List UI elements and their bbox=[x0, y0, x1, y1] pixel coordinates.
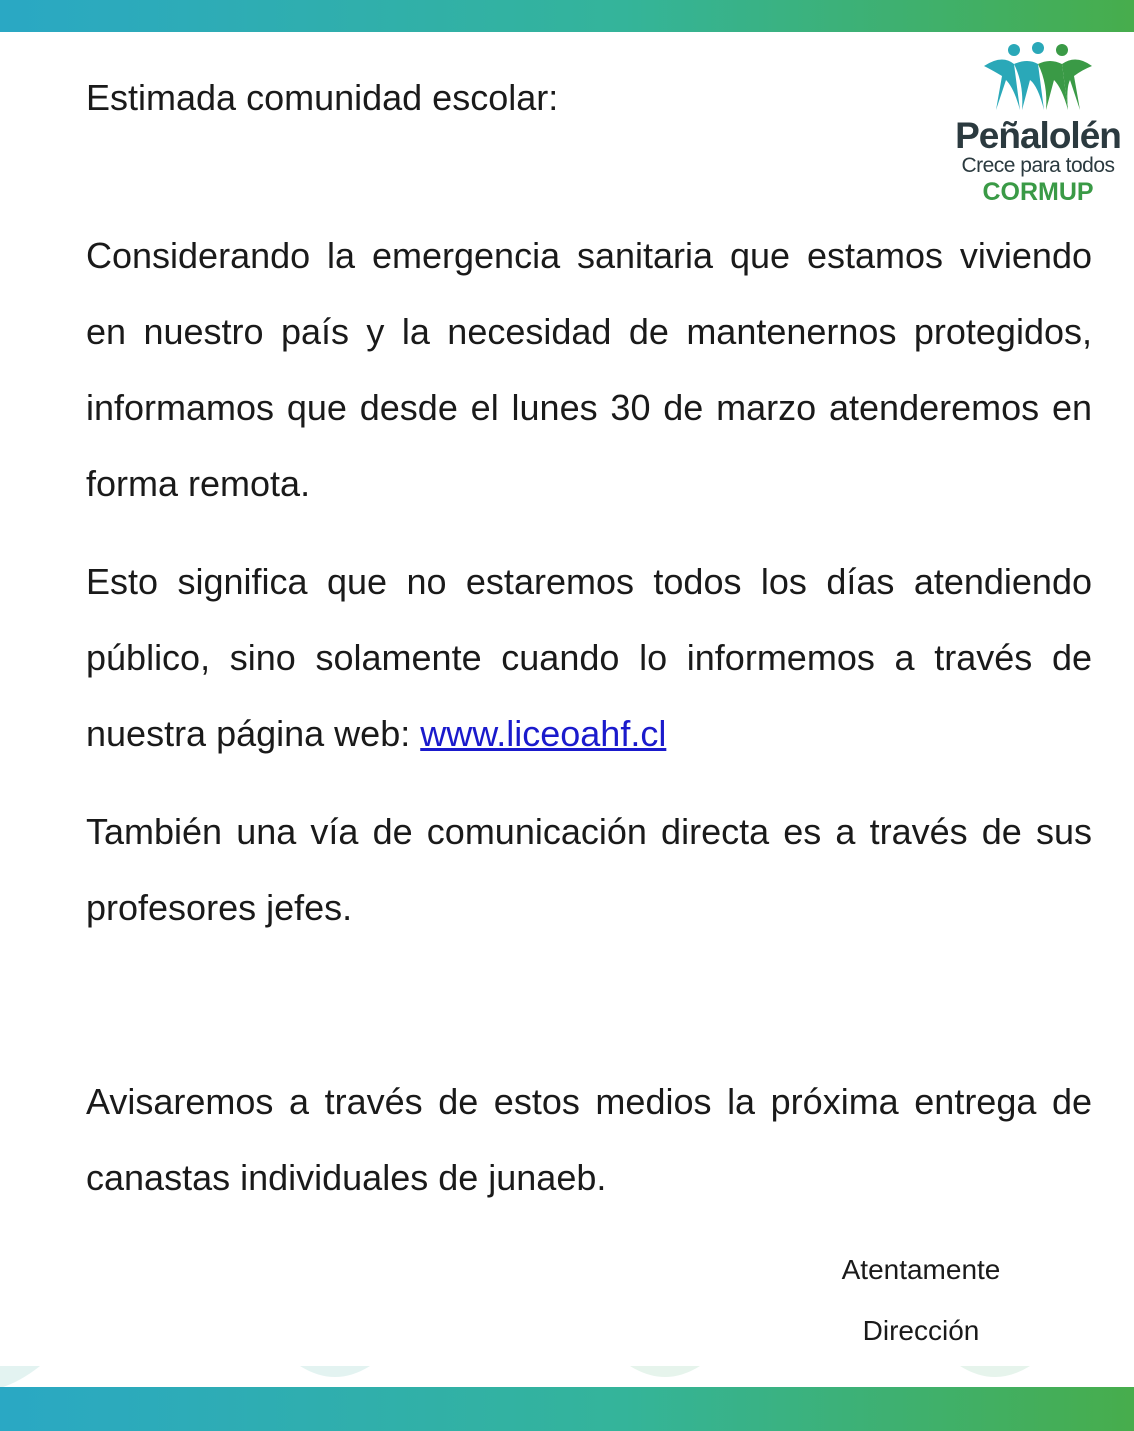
logo-org: CORMUP bbox=[982, 178, 1094, 206]
signature: Dirección bbox=[862, 1315, 980, 1346]
logo-tagline: Crece para todos bbox=[961, 154, 1115, 177]
paragraph-remote-attention: Considerando la emergencia sanitaria que estamos viviendo en nuestro país y la necesidad de mantenernos protegidos, informamos que desde el lunes 30 de marzo atenderemos en forma remota. bbox=[86, 235, 1092, 504]
footer-color-bar bbox=[0, 1387, 1134, 1431]
logo-name: Peñalolén bbox=[955, 115, 1121, 156]
footer-wave-decoration bbox=[0, 1366, 1134, 1388]
greeting: Estimada comunidad escolar: bbox=[86, 77, 559, 118]
paragraph-web-info bbox=[86, 544, 1092, 772]
paragraph-web-info-text: Esto significa que no estaremos todos los días atendiendo público, sino solamente cuando lo informemos a través de nuestra página web: bbox=[86, 561, 1092, 754]
paragraph-baskets: Avisaremos a través de estos medios la próxima entrega de canastas individuales de junaeb. bbox=[86, 1081, 1092, 1198]
website-link[interactable]: www.liceoahf.cl bbox=[420, 713, 667, 754]
paragraph-teachers: También una vía de comunicación directa es a través de sus profesores jefes. bbox=[86, 811, 1092, 928]
closing: Atentamente bbox=[841, 1254, 1001, 1285]
header-color-bar bbox=[0, 0, 1134, 32]
